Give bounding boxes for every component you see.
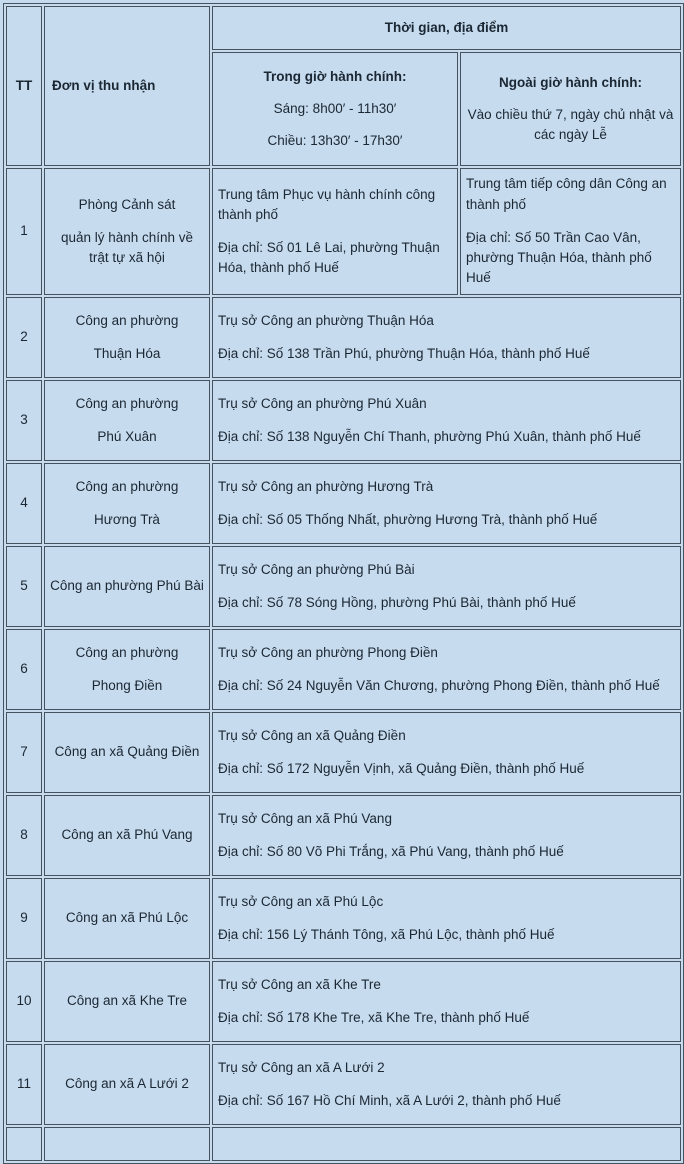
location-cell: [212, 297, 681, 378]
location-cell: [460, 168, 681, 295]
row-number: 1: [6, 168, 42, 295]
in-hours-morning: Sáng: 8h00′ - 11h30′: [273, 100, 397, 116]
location-address: Địa chỉ: Số 24 Nguyễn Văn Chương, phường Phong Điền, thành phố Huế: [218, 678, 660, 693]
location-title: Trụ sở Công an xã Phú Lộc: [218, 893, 384, 909]
unit-name-cell: [44, 961, 210, 1042]
location-address: Địa chỉ: Số 01 Lê Lai, phường Thuận Hóa, thành phố Huế: [218, 240, 440, 276]
unit-name-line: Công an xã Khe Tre: [66, 993, 188, 1009]
unit-name-cell: [44, 463, 210, 544]
row-number: 9: [6, 878, 42, 959]
row-number: 7: [6, 712, 42, 793]
unit-name-cell: [44, 546, 210, 627]
unit-name-cell: [44, 380, 210, 461]
location-title: Trụ sở Công an xã Phú Vang: [218, 810, 392, 826]
unit-name-line: Phòng Cảnh sát: [78, 196, 176, 212]
row-number: 3: [6, 380, 42, 461]
table-row: [6, 297, 681, 378]
location-cell: [212, 629, 681, 710]
unit-name-line: Công an phường Phú Bài: [50, 578, 204, 594]
location-cell: [212, 878, 681, 959]
table-row: [6, 546, 681, 627]
location-title: Trụ sở Công an phường Hương Trà: [218, 478, 434, 494]
row-number: 8: [6, 795, 42, 876]
in-hours-afternoon: Chiều: 13h30′ - 17h30′: [267, 133, 403, 149]
unit-name-cell: [44, 712, 210, 793]
location-address: Địa chỉ: Số 80 Võ Phi Trắng, xã Phú Vang, thành phố Huế: [218, 844, 564, 859]
location-title: Trụ sở Công an xã Khe Tre: [218, 976, 381, 992]
location-title: Trụ sở Công an phường Phong Điền: [218, 644, 438, 660]
table-row-partial: [6, 1127, 681, 1161]
table-row: [6, 795, 681, 876]
location-cell: [212, 380, 681, 461]
row-number: 5: [6, 546, 42, 627]
location-title: Trụ sở Công an phường Thuận Hóa: [218, 312, 434, 328]
location-address: Địa chỉ: 156 Lý Thánh Tông, xã Phú Lộc, thành phố Huế: [218, 927, 555, 942]
location-address: Địa chỉ: Số 138 Nguyễn Chí Thanh, phường Phú Xuân, thành phố Huế: [218, 429, 641, 444]
location-cell: [212, 1044, 681, 1125]
unit-name-cell: [44, 297, 210, 378]
table-row: [6, 380, 681, 461]
unit-name-line: Phong Điền: [91, 678, 163, 693]
location-cell: [212, 795, 681, 876]
unit-name-line: Phú Xuân: [97, 429, 157, 444]
row-number: 4: [6, 463, 42, 544]
row-number: 10: [6, 961, 42, 1042]
unit-name-cell: [44, 629, 210, 710]
unit-name-line: Công an xã Phú Vang: [61, 827, 193, 843]
location-address: Địa chỉ: Số 172 Nguyễn Vịnh, xã Quảng Điền, thành phố Huế: [218, 761, 585, 776]
unit-name-line: Hương Trà: [94, 512, 160, 527]
location-cell: [212, 712, 681, 793]
location-title: Trụ sở Công an phường Phú Bài: [218, 561, 415, 577]
unit-name-cell: [44, 878, 210, 959]
location-address: Địa chỉ: Số 05 Thống Nhất, phường Hương Trà, thành phố Huế: [218, 512, 598, 527]
header-row-main: [6, 6, 681, 50]
header-unit: Đơn vị thu nhận: [44, 6, 210, 166]
location-title: Trụ sở Công an xã Quảng Điền: [218, 727, 406, 743]
partial-cell: [6, 1127, 42, 1161]
header-tt: TT: [6, 6, 42, 166]
unit-name-line: Công an xã A Lưới 2: [65, 1076, 189, 1092]
table-row: [6, 712, 681, 793]
in-hours-title: Trong giờ hành chính:: [263, 68, 407, 84]
table-row: [6, 1044, 681, 1125]
row-number: 11: [6, 1044, 42, 1125]
unit-name-cell: [44, 795, 210, 876]
partial-cell: [212, 1127, 681, 1161]
row-number: 2: [6, 297, 42, 378]
unit-name-line: Công an xã Quảng Điền: [54, 744, 200, 760]
location-title: Trung tâm Phục vụ hành chính công thành phố: [218, 186, 436, 222]
location-address: Địa chỉ: Số 50 Trần Cao Vân, phường Thuận Hóa, thành phố Huế: [466, 229, 652, 286]
location-cell: [212, 168, 458, 295]
location-title: Trụ sở Công an xã A Lưới 2: [218, 1059, 385, 1075]
unit-name-line: Công an phường: [75, 395, 179, 411]
location-address: Địa chỉ: Số 178 Khe Tre, xã Khe Tre, thành phố Huế: [218, 1010, 530, 1025]
out-hours-title: Ngoài giờ hành chính:: [498, 74, 643, 90]
header-out-hours: [460, 52, 681, 166]
table-body: [6, 168, 681, 1161]
unit-name-line: Công an phường: [75, 312, 179, 328]
pickup-locations-table: [3, 3, 684, 1164]
unit-name-line: Công an phường: [75, 478, 179, 494]
location-cell: [212, 546, 681, 627]
location-address: Địa chỉ: Số 167 Hồ Chí Minh, xã A Lưới 2, thành phố Huế: [218, 1093, 561, 1108]
header-time-place: Thời gian, địa điểm: [212, 6, 681, 50]
location-cell: [212, 463, 681, 544]
table-row: [6, 629, 681, 710]
unit-name-cell: [44, 1044, 210, 1125]
unit-name-line: quản lý hành chính về trật tự xã hội: [60, 229, 194, 266]
table-row: [6, 878, 681, 959]
location-address: Địa chỉ: Số 78 Sóng Hồng, phường Phú Bài, thành phố Huế: [218, 595, 576, 610]
unit-name-line: Công an xã Phú Lộc: [65, 910, 189, 926]
out-hours-desc: Vào chiều thứ 7, ngày chủ nhật và các ngày Lễ: [467, 106, 674, 143]
unit-name-line: Thuận Hóa: [93, 346, 161, 361]
row-number: 6: [6, 629, 42, 710]
table-row: [6, 961, 681, 1042]
table-row: [6, 463, 681, 544]
location-address: Địa chỉ: Số 138 Trần Phú, phường Thuận Hóa, thành phố Huế: [218, 346, 590, 361]
partial-cell: [44, 1127, 210, 1161]
location-title: Trụ sở Công an phường Phú Xuân: [218, 395, 427, 411]
header-in-hours: [212, 52, 458, 166]
location-cell: [212, 961, 681, 1042]
unit-name-cell: [44, 168, 210, 295]
location-title: Trung tâm tiếp công dân Công an thành phố: [466, 176, 667, 212]
unit-name-line: Công an phường: [75, 644, 179, 660]
table-row: [6, 168, 681, 295]
